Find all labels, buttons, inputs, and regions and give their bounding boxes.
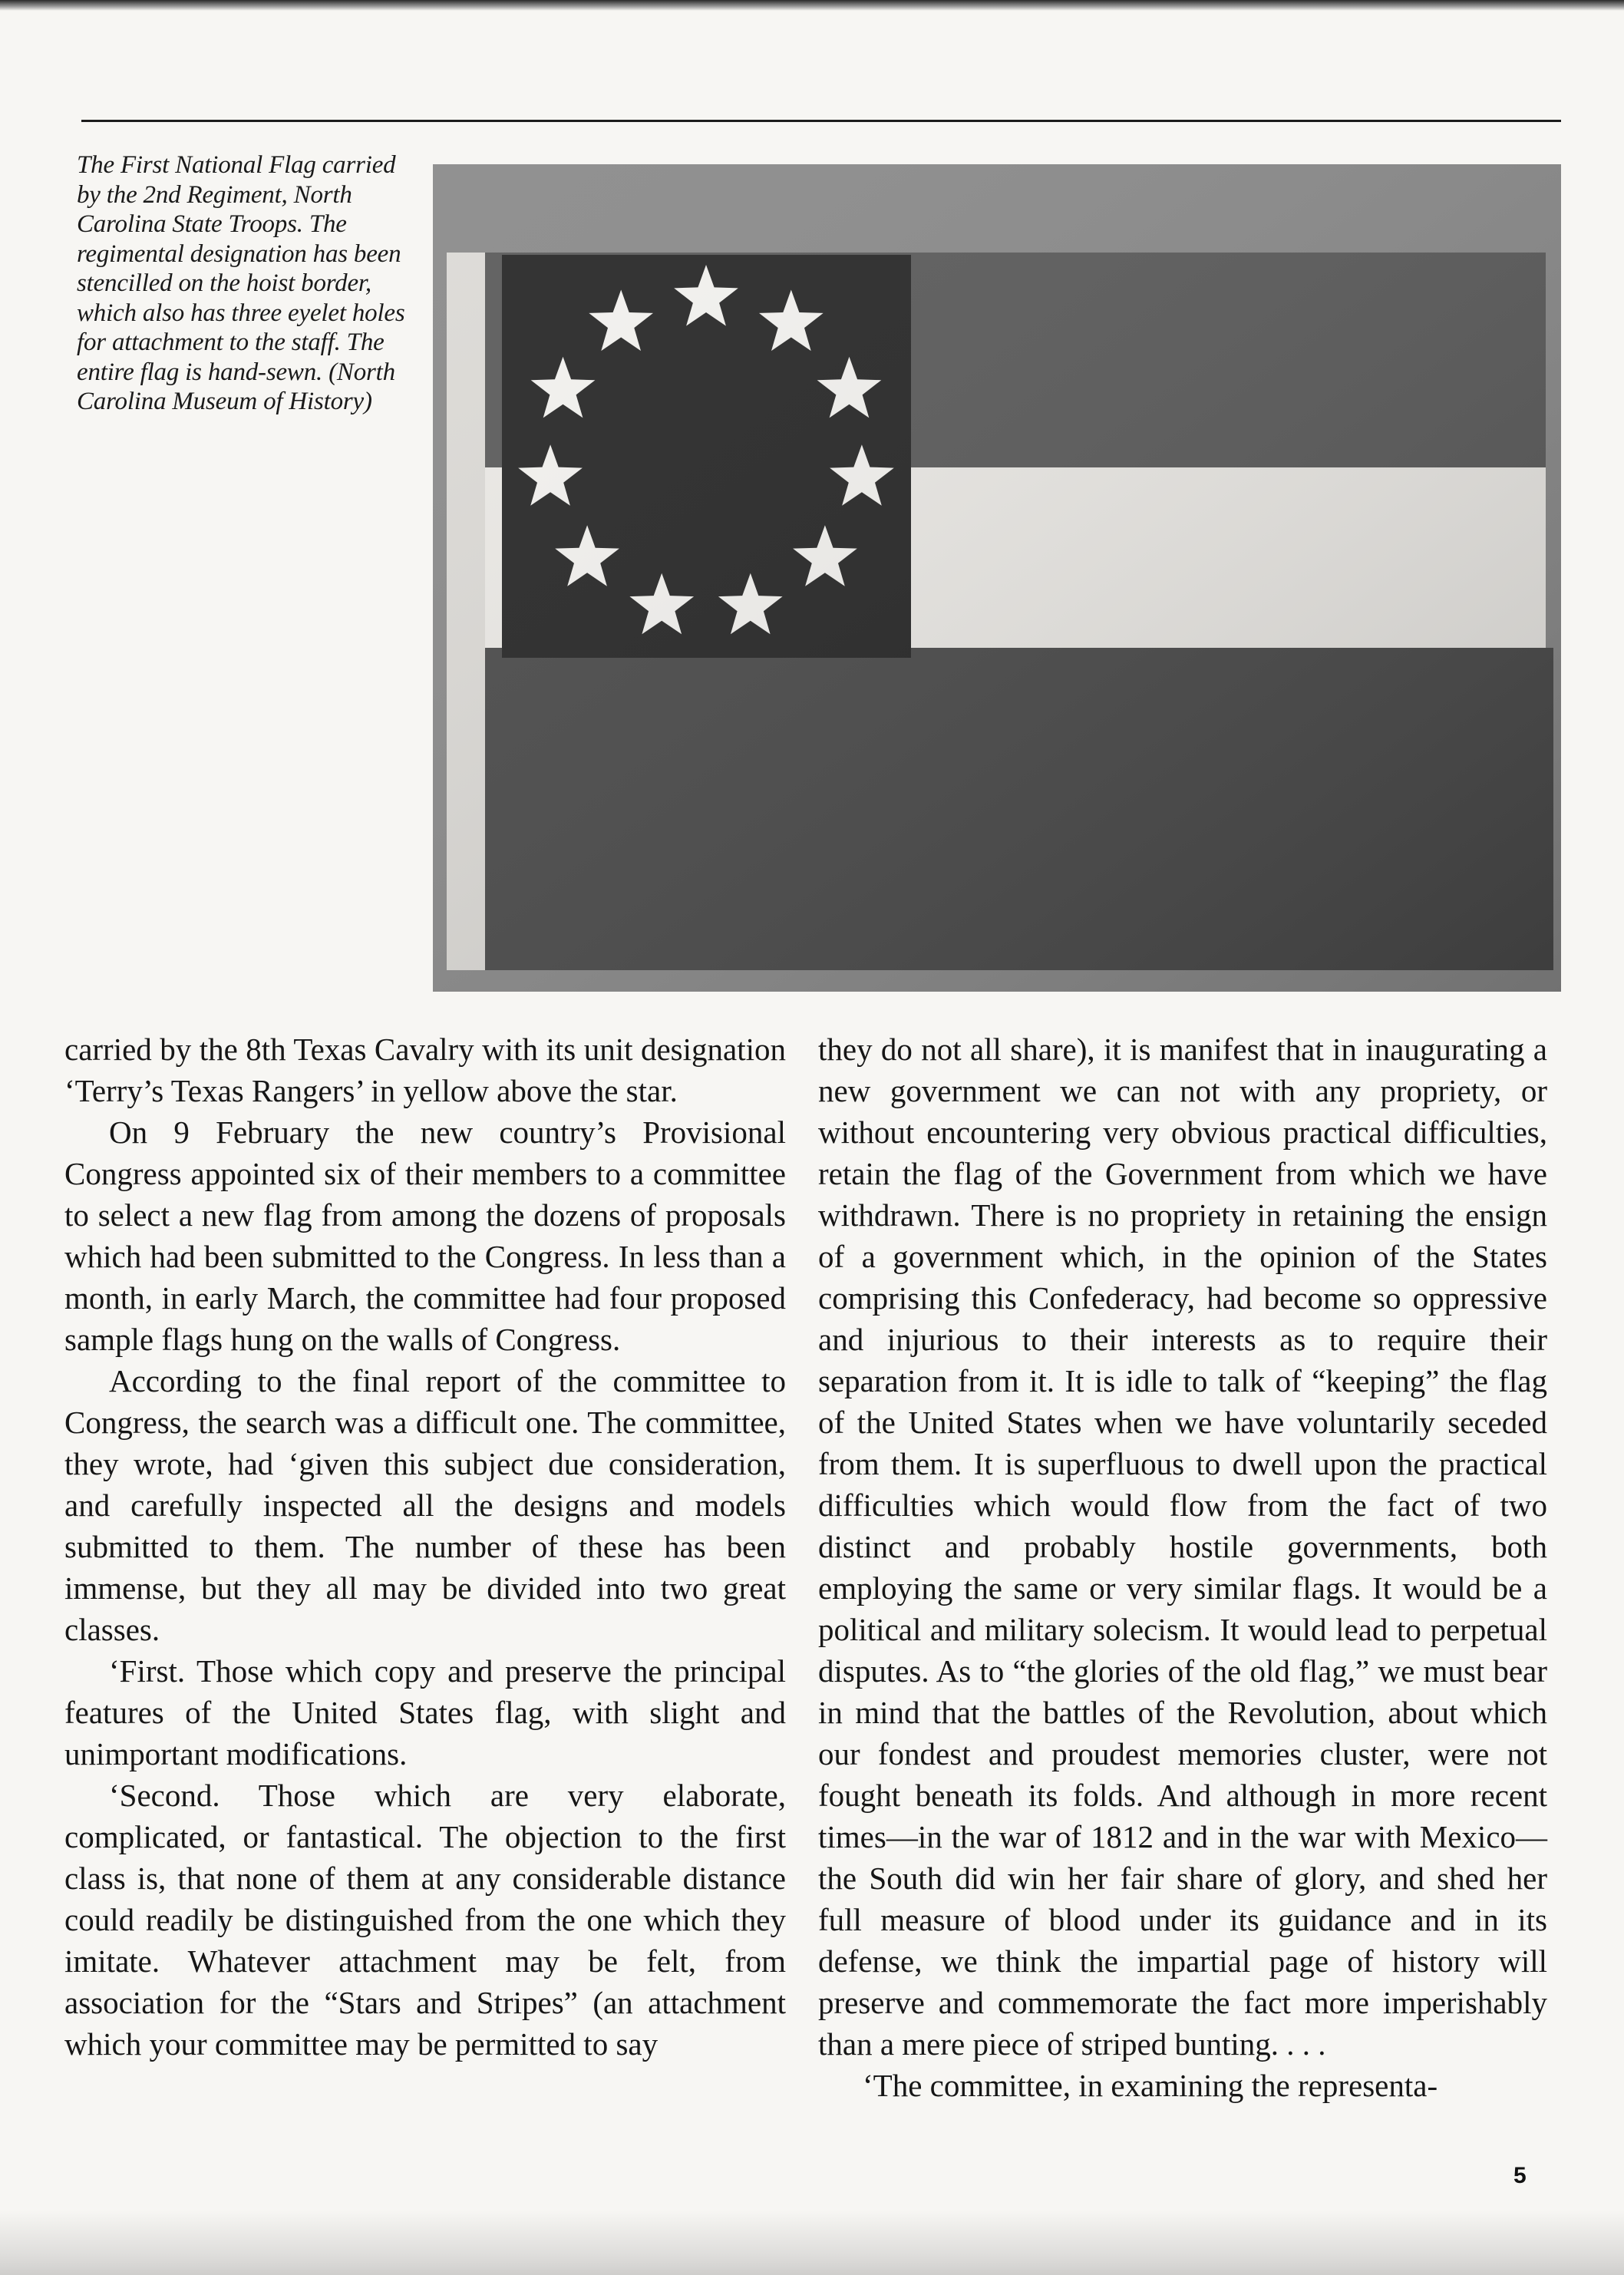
left-text-column	[64, 1029, 786, 2065]
paragraph-second-class: ‘Second. Those which are very elaborate, complicated, or fantastical. The objection to the first class is, that none of them at any considerable distance could readily be distinguished from the one which they imitate. Whatever attachment may be felt, from association for the “Stars and Stripes” (an attachment which your committee may be permitted to say	[64, 1778, 786, 2062]
caption-text: The First National Flag carried by the 2nd Regiment, North Carolina State Troops. The regimental designation has been stencilled on the hoist border, which also has three eyelet holes for attachment to the staff. The entire flag is hand-sewn. (North Carolina Museum of History)	[77, 151, 405, 415]
paragraph-committee-report: According to the final report of the committee to Congress, the search was a difficult one. The committee, they wrote, had ‘given this subject due consideration, and carefully inspected all the designs and models submitted to them. The number of these has been immense, but they all may be divided into two great classes.	[64, 1363, 786, 1647]
page-number: 5	[1513, 2163, 1527, 2188]
paragraph-first-class: ‘First. Those which copy and preserve the principal features of the United States flag, with slight and unimportant modifications.	[64, 1653, 786, 1771]
header-rule	[81, 120, 1561, 122]
photo-tone-overlay	[433, 164, 1561, 992]
paragraph-committee-examining: ‘The committee, in examining the representa-	[863, 2068, 1438, 2103]
paragraph-propriety: they do not all share), it is manifest that in inaugurating a new government we can not with any propriety, or without encountering very obvious practical difficulties, retain the flag of the Government from which we have withdrawn. There is no propriety in retaining the ensign of a government which, in the opinion of the States comprising this Confederacy, had become so oppressive and injurious to their interests as to require their separation from it. It is idle to talk of “keeping” the flag of the United States when we have voluntarily seceded from them. It is superfluous to dwell upon the practical difficulties which would flow from the fact of two distinct and probably hostile governments, both employing the same or very similar flags. It would be a political and military solecism. It would lead to perpetual disputes. As to “the glories of the old flag,” we must bear in mind that the battles of the Revolution, about which our fondest and proudest memories cluster, were not fought beneath its folds. And although in more recent times—in the war of 1812 and in the war with Mexico—the South did win her fair share of glory, and shed her full measure of blood under its guidance and in its defense, we think the impartial page of history will preserve and commemorate the fact more imperishably than a mere piece of striped bunting. . . .	[818, 1032, 1547, 2062]
scan-bottom-edge	[0, 2211, 1624, 2275]
flag-photograph	[433, 164, 1561, 992]
paragraph-continuation: carried by the 8th Texas Cavalry with its unit designation ‘Terry’s Texas Rangers’ in yellow above the star.	[64, 1032, 786, 1108]
photo-caption	[77, 150, 414, 417]
paragraph-provisional-congress: On 9 February the new country’s Provisional Congress appointed six of their members to a committee to select a new flag from among the dozens of proposals which had been submitted to the Congress. In less than a month, in early March, the committee had four proposed sample flags hung on the walls of Congress.	[64, 1114, 786, 1357]
scan-top-edge	[0, 0, 1624, 11]
right-text-column	[818, 1029, 1547, 2106]
flag-illustration	[433, 164, 1561, 992]
